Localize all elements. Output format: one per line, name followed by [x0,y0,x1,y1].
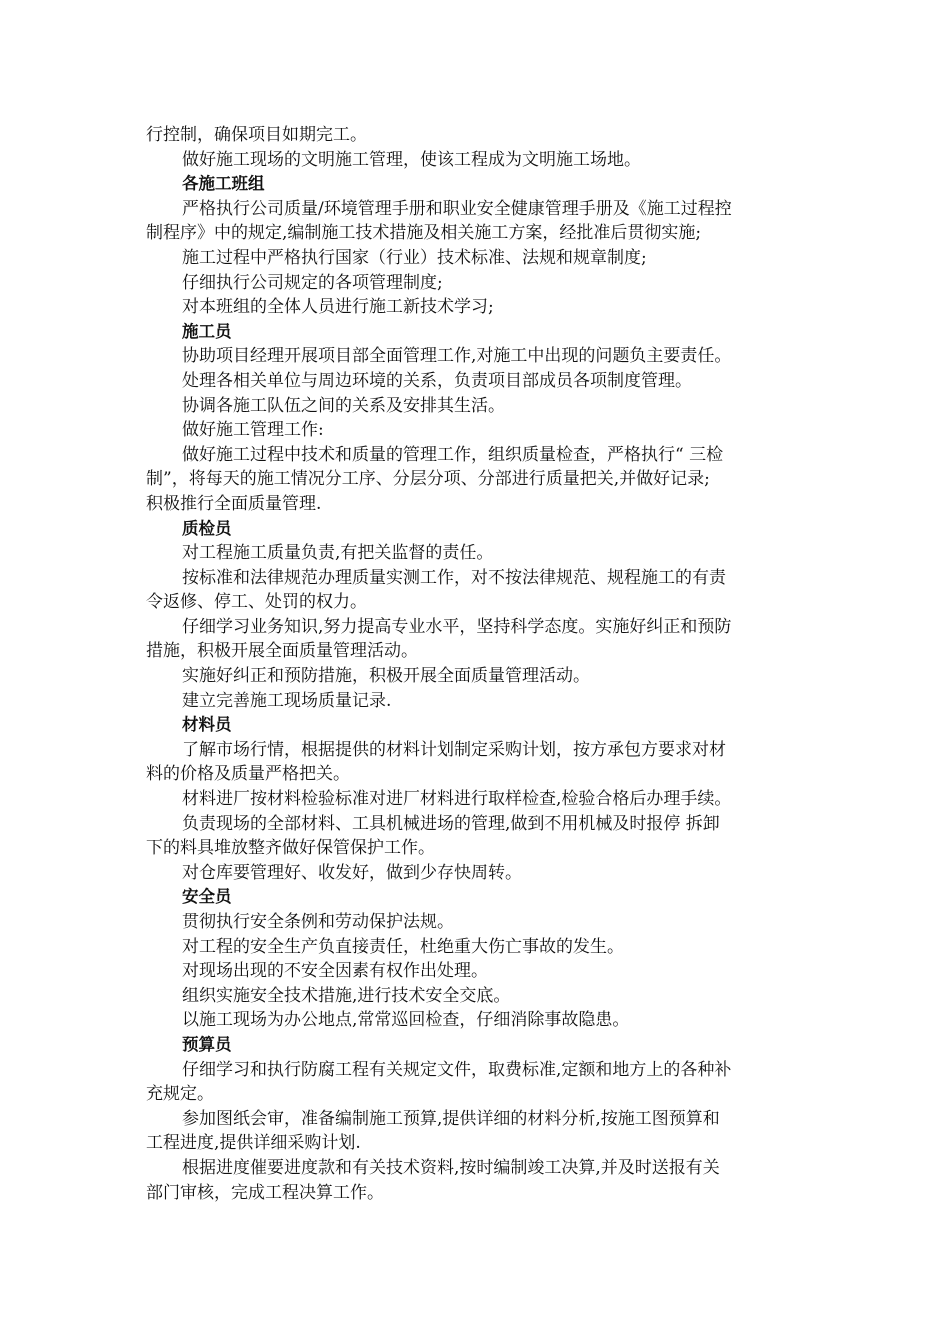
text-line: 负责现场的全部材料、工具机械进场的管理,做到不用机械及时报停 拆卸 [182,813,720,834]
text-line: 部门审核，完成工程决算工作。 [146,1182,384,1203]
text-line: 实施好纠正和预防措施，积极开展全面质量管理活动。 [182,666,590,687]
section-heading: 各施工班组 [182,174,265,194]
text-line: 对工程的安全生产负直接责任，杜绝重大伤亡事故的发生。 [182,936,624,957]
text-line: 对现场出现的不安全因素有权作出处理。 [182,961,488,982]
text-line: 做好施工管理工作: [182,420,324,441]
text-line: 参加图纸会审，准备编制施工预算,提供详细的材料分析,按施工图预算和 [182,1108,720,1129]
text-line: 制程序》中的规定,编制施工技术措施及相关施工方案，经批准后贯彻实施; [146,223,702,244]
text-line: 下的料具堆放整齐做好保管保护工作。 [146,838,435,859]
text-line: 材料进厂按材料检验标准对进厂材料进行取样检查,检验合格后办理手续。 [182,789,732,810]
text-line: 制”，将每天的施工情况分工序、分层分项、分部进行质量把关,并做好记录; [146,469,710,490]
text-line: 仔细学习业务知识,努力提高专业水平，坚持科学态度。实施好纠正和预防 [182,616,732,637]
section-heading: 施工员 [182,321,232,341]
text-line: 贯彻执行安全条例和劳动保护法规。 [182,912,454,932]
document-page [146,123,810,1205]
text-line: 协调各施工队伍之间的关系及安排其生活。 [182,395,505,416]
text-line: 对工程施工质量负责,有把关监督的责任。 [182,543,494,564]
text-line: 料的价格及质量严格把关。 [146,764,350,785]
text-line: 施工过程中严格执行国家（行业）技术标准、法规和规章制度; [182,247,647,268]
text-line: 做好施工过程中技术和质量的管理工作，组织质量检查，严格执行“ 三检 [182,444,724,465]
section-heading: 安全员 [182,887,232,907]
text-line: 对本班组的全体人员进行施工新技术学习; [182,297,494,318]
text-line: 按标准和法律规范办理质量实测工作，对不按法律规范、规程施工的有责 [182,567,726,588]
text-line: 了解市场行情，根据提供的材料计划制定采购计划，按方承包方要求对材 [182,739,726,760]
text-line: 措施，积极开展全面质量管理活动。 [146,641,418,662]
text-line: 行控制，确保项目如期完工。 [146,125,367,145]
text-line: 对仓库要管理好、收发好，做到少存快周转。 [182,862,522,883]
text-line: 协助项目经理开展项目部全面管理工作,对施工中出现的问题负主要责任。 [182,346,732,367]
section-heading: 质检员 [182,518,232,538]
text-line: 工程进度,提供详细采购计划. [146,1133,361,1154]
text-line: 建立完善施工现场质量记录. [182,690,392,711]
text-line: 根据进度催要进度款和有关技术资料,按时编制竣工决算,并及时送报有关 [182,1157,720,1178]
text-line: 仔细执行公司规定的各项管理制度; [182,272,443,293]
section-heading: 预算员 [182,1034,232,1054]
text-line: 严格执行公司质量/环境管理手册和职业安全健康管理手册及《施工过程控 [182,198,732,219]
text-line: 处理各相关单位与周边环境的关系，负责项目部成员各项制度管理。 [182,370,692,391]
section-heading: 材料员 [182,715,232,735]
text-line: 仔细学习和执行防腐工程有关规定文件，取费标准,定额和地方上的各种补 [182,1059,732,1080]
text-line: 以施工现场为办公地点,常常巡回检查，仔细消除事故隐患。 [182,1010,630,1031]
text-line: 积极推行全面质量管理. [146,493,322,514]
text-line: 充规定。 [146,1084,214,1105]
text-line: 组织实施安全技术措施,进行技术安全交底。 [182,985,511,1006]
text-line: 做好施工现场的文明施工管理，使该工程成为文明施工场地。 [182,149,641,170]
text-line: 令返修、停工、处罚的权力。 [146,592,367,613]
